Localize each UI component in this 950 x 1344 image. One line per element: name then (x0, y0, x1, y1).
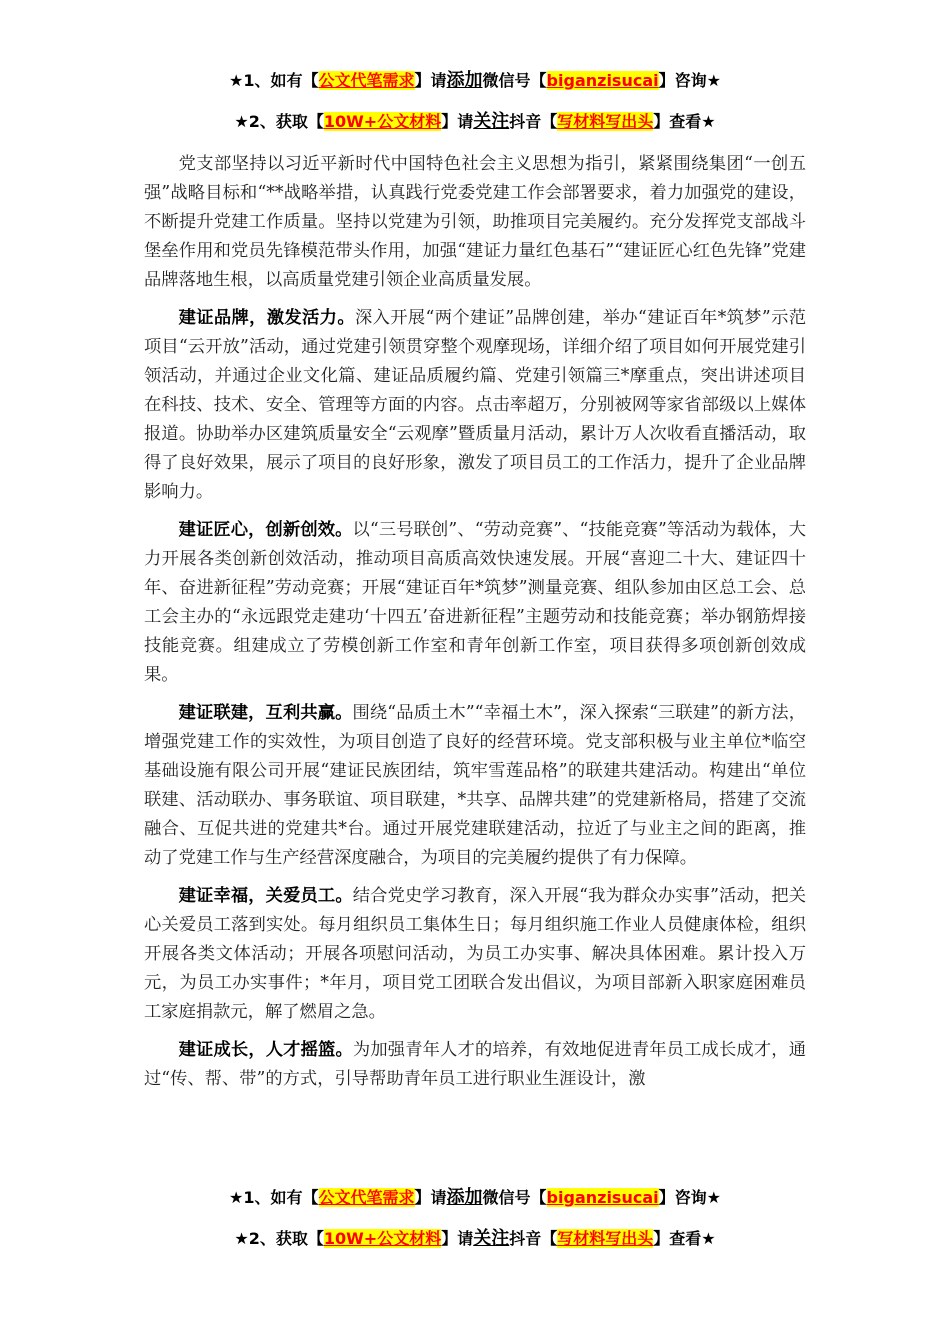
emphasis-word: 关注 (473, 111, 510, 132)
promo-line-bottom-2 (0, 1228, 950, 1250)
paragraph-text: 以“三号联创”、“劳动竞赛”、“技能竞赛”等活动为载体，大力开展各类创新创效活动，推动项目高质高效快速发展。开展“喜迎二十大、建证四十年、奋进新征程”劳动竞赛；开展“建证百年*筑梦”测量竞赛、组队参加由区总工会、总工会主办的“永远跟党走建功‘十四五’奋进新征程”主题劳动和技能竞赛；举办钢筋焊接技能竞赛。组建成立了劳模创新工作室和青年创新工作室，项目获得多项创新创效成果。 (144, 520, 806, 685)
promo-text: 】请 (414, 1188, 447, 1207)
paragraph-lead: 建证成长，人才摇篮。 (178, 1040, 353, 1060)
emphasis-word: 添加 (446, 70, 483, 91)
promo-text: 】请 (441, 1229, 474, 1248)
promo-line-top-2 (0, 111, 950, 133)
paragraph-text: 深入开展“两个建证”品牌创建，举办“建证百年*筑梦”示范项目“云开放”活动，通过党建引领贯穿整个观摩现场，详细介绍了项目如何开展党建引领活动，并通过企业文化篇、建证品质履约篇、党建引领篇三*摩重点，突出讲述项目在科技、技术、安全、管理等方面的内容。点击率超万，分别被网等家省部级以上媒体报道。协助举办区建筑质量安全“云观摩”暨质量月活动，累计万人次收看直播活动，取得了良好效果，展示了项目的良好形象，激发了项目员工的工作活力，提升了企业品牌影响力。 (144, 308, 806, 502)
highlight-service: 公文代笔需求 (318, 1188, 415, 1207)
paragraph-text: 为加强青年人才的培养，有效地促进青年员工成长成才，通过“传、帮、带”的方式，引导帮助青年员工进行职业生涯设计，激 (144, 1040, 806, 1089)
paragraph-lead: 建证匠心，创新创效。 (178, 520, 353, 540)
highlight-douyin-account: 写材料写出头 (557, 1229, 654, 1248)
promo-text: ★1、如有【 (229, 71, 319, 90)
promo-text: 】请 (441, 112, 474, 131)
promo-text: 】咨询★ (658, 1188, 721, 1207)
paragraph-text: 结合党史学习教育，深入开展“我为群众办实事”活动，把关心关爱员工落到实处。每月组织员工集体生日；每月组织施工作业人员健康体检，组织开展各类文体活动；开展各项慰问活动，为员工办实事、解决具体困难。累计投入万元，为员工办实事件；*年月，项目党工团联合发出倡议，为项目部新入职家庭困难员工家庭捐款元，解了燃眉之急。 (144, 886, 806, 1022)
paragraph-intro (144, 150, 806, 295)
document-body (144, 150, 806, 1094)
paragraph-lead: 建证联建，互利共赢。 (178, 703, 353, 723)
emphasis-word: 添加 (446, 1187, 483, 1208)
promo-text: 抖音【 (509, 112, 558, 131)
promo-text: ★1、如有【 (229, 1188, 319, 1207)
highlight-wechat-id: biganzisucai (546, 1188, 659, 1207)
promo-text: 微信号【 (482, 1188, 547, 1207)
paragraph-lead: 建证幸福，关爱员工。 (178, 886, 353, 906)
paragraph-lead: 建证品牌，激发活力。 (178, 308, 355, 328)
promo-text: 微信号【 (482, 71, 547, 90)
paragraph-text: 围绕“品质土木”“幸福土木”，深入探索“三联建”的新方法，增强党建工作的实效性，为项目创造了良好的经营环境。党支部积极与业主单位*临空基础设施有限公司开展“建证民族团结，筑牢雪莲品格”的联建共建活动。构建出“单位联建、活动联办、事务联谊、项目联建，*共享、品牌共建”的党建新格局，搭建了交流融合、互促共进的党建共*台。通过开展党建联建活动，拉近了与业主之间的距离，推动了党建工作与生产经营深度融合，为项目的完美履约提供了有力保障。 (144, 703, 806, 868)
promo-text: 】查看★ (653, 112, 716, 131)
promo-text: 】查看★ (653, 1229, 716, 1248)
body-clip (144, 150, 806, 1157)
paragraph-brand (144, 304, 806, 507)
promo-line-bottom-1 (0, 1187, 950, 1209)
highlight-materials: 10W+公文材料 (323, 1229, 442, 1248)
promo-text: ★2、获取【 (234, 1229, 324, 1248)
promo-line-top-1 (0, 70, 950, 92)
emphasis-word: 关注 (473, 1228, 510, 1249)
highlight-wechat-id: biganzisucai (546, 71, 659, 90)
promo-text: 】请 (414, 71, 447, 90)
highlight-materials: 10W+公文材料 (323, 112, 442, 131)
promo-text: 抖音【 (509, 1229, 558, 1248)
highlight-douyin-account: 写材料写出头 (557, 112, 654, 131)
paragraph-talent (144, 1036, 806, 1094)
paragraph-text: 党支部坚持以习近平新时代中国特色社会主义思想为指引，紧紧围绕集团“一创五强”战略目标和“**战略举措，认真践行党委党建工作会部署要求，着力加强党的建设，不断提升党建工作质量。坚持以党建为引领，助推项目完美履约。充分发挥党支部战斗堡垒作用和党员先锋模范带头作用，加强“建证力量红色基石”“建证匠心红色先锋”党建品牌落地生根，以高质量党建引领企业高质量发展。 (144, 154, 806, 290)
promo-text: ★2、获取【 (234, 112, 324, 131)
highlight-service: 公文代笔需求 (318, 71, 415, 90)
paragraph-joint-building (144, 699, 806, 873)
paragraph-employee-care (144, 882, 806, 1027)
promo-text: 】咨询★ (658, 71, 721, 90)
paragraph-craftsmanship (144, 516, 806, 690)
